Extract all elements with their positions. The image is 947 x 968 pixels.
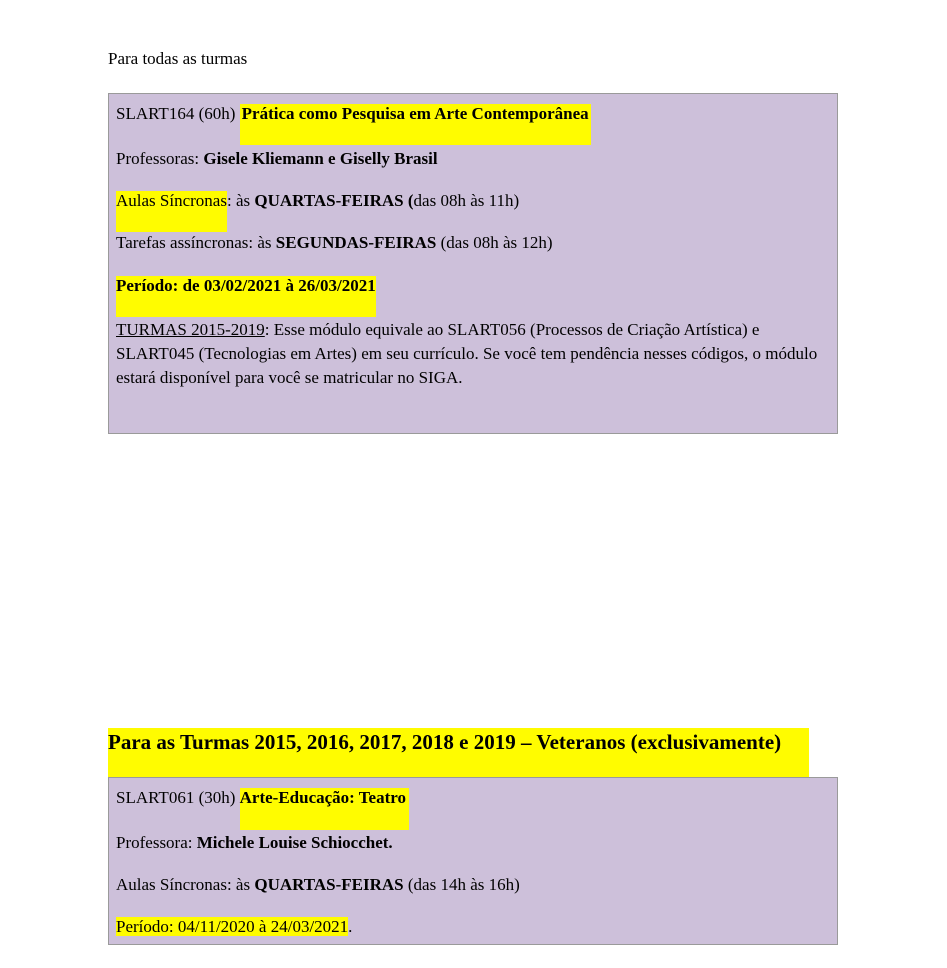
course-box-slart164: [108, 93, 838, 434]
course-code: SLART061 (30h): [116, 788, 236, 807]
sync-label: Aulas Síncronas: às: [116, 875, 251, 894]
teachers-label: Professoras:: [116, 149, 200, 168]
course-title: Arte-Educação: Teatro: [240, 788, 409, 830]
sync-label: Aulas Síncronas: [116, 191, 227, 232]
sync-time: (das 14h às 16h): [407, 875, 520, 894]
course-code: SLART164 (60h): [116, 104, 236, 123]
sync-line: [116, 875, 520, 895]
note-label: TURMAS 2015-2019: [116, 320, 265, 339]
period-text: Período: de 03/02/2021 à 26/03/2021: [116, 276, 376, 317]
course-title: Prática como Pesquisa em Arte Contemporânea: [240, 104, 591, 145]
async-time: (das 08h às 12h): [440, 233, 553, 252]
teacher-line: [116, 833, 393, 853]
async-label: Tarefas assíncronas: às: [116, 233, 272, 252]
period-end: .: [348, 917, 353, 936]
sync-day: QUARTAS-FEIRAS (: [254, 191, 414, 210]
course-header: [116, 104, 591, 145]
period-line: [116, 276, 376, 317]
sync-time: das 08h às 11h): [413, 191, 520, 210]
period-line: [116, 917, 352, 937]
course-box-slart061: [108, 777, 838, 945]
teachers-line: [116, 149, 438, 169]
teachers-names: Gisele Kliemann e Giselly Brasil: [203, 149, 438, 168]
teacher-label: Professora:: [116, 833, 193, 852]
course-header: [116, 788, 409, 830]
sync-line: [116, 191, 519, 232]
async-line: [116, 233, 553, 253]
async-day: SEGUNDAS-FEIRAS: [275, 233, 437, 252]
intro-text: Para todas as turmas: [108, 49, 248, 68]
note-paragraph: [116, 318, 832, 390]
sync-day: QUARTAS-FEIRAS: [254, 875, 404, 894]
note-text: : Esse módulo equivale ao SLART056 (Processos de Criação Artística) e SLART045 (Tecnologias em Artes) em seu currículo. Se você tem pendência nesses códigos, o módulo estará disponível para você se matricular no SIGA.: [116, 320, 818, 387]
teacher-name: Michele Louise Schiocchet.: [196, 833, 393, 852]
period-text: Período: 04/11/2020 à 24/03/2021: [116, 917, 349, 936]
section-heading: Para as Turmas 2015, 2016, 2017, 2018 e 2019 – Veteranos (exclusivamente): [108, 728, 809, 777]
sync-prefix: : às: [226, 191, 251, 210]
